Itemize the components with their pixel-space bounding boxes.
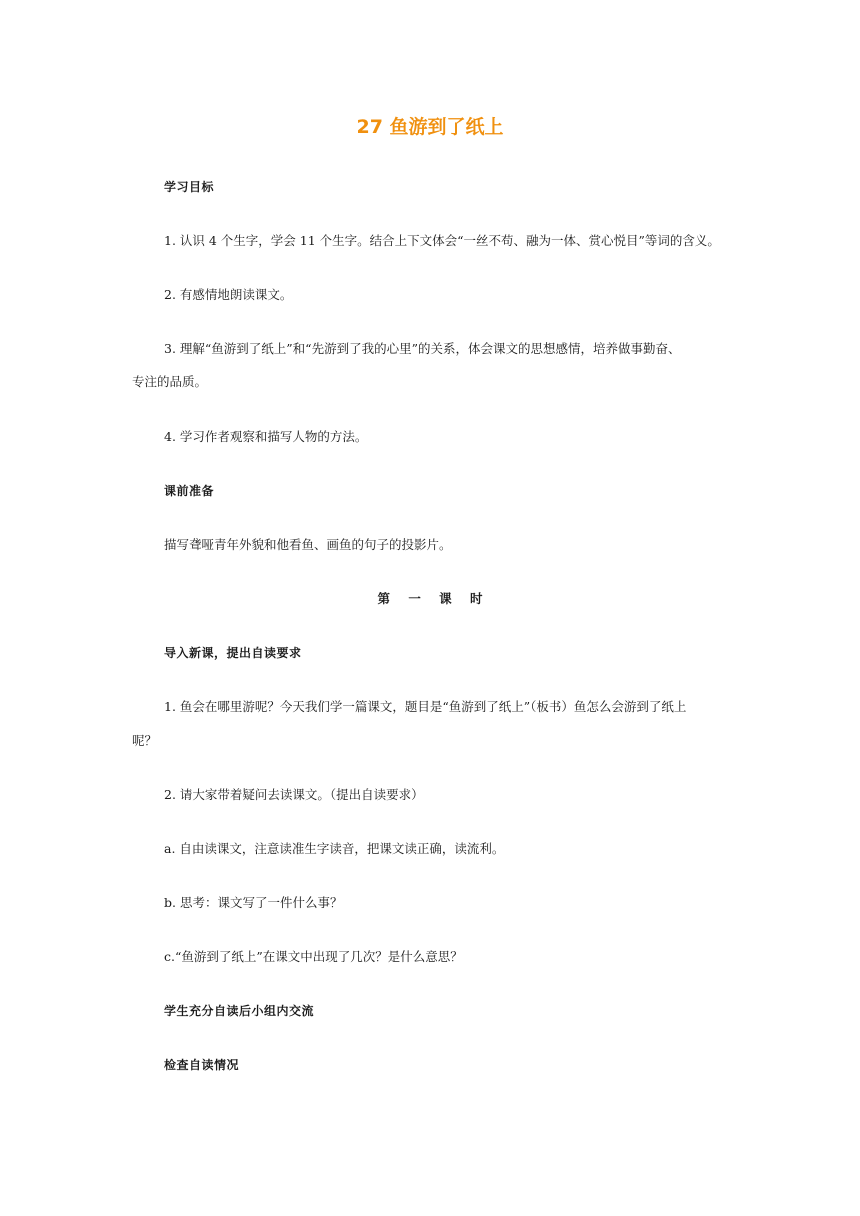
intro-item-1-line-1: 1. 鱼会在哪里游呢？今天我们学一篇课文，题目是“鱼游到了纸上”（板书）鱼怎么会游到了纸上 (164, 699, 687, 714)
intro-item-1-line-2: 呢？ (132, 733, 158, 748)
section-heading-group: 学生充分自读后小组内交流 (164, 1004, 315, 1018)
goal-item-3-line-1: 3. 理解“鱼游到了纸上”和“先游到了我的心里”的关系，体会课文的思想感情，培养做事勤奋、 (164, 341, 681, 356)
section-heading-goals: 学习目标 (164, 180, 215, 194)
page-title: 27 鱼游到了纸上 (356, 116, 504, 138)
reading-item-c: c.“鱼游到了纸上”在课文中出现了几次？是什么意思？ (164, 949, 463, 964)
goal-item-2: 2. 有感情地朗读课文。 (164, 287, 293, 302)
section-heading-prep: 课前准备 (164, 484, 215, 498)
intro-item-2: 2. 请大家带着疑问去读课文。（提出自读要求） (164, 787, 424, 802)
section-heading-check: 检查自读情况 (164, 1058, 240, 1072)
goal-item-3-line-2: 专注的品质。 (132, 374, 208, 389)
goal-item-4: 4. 学习作者观察和描写人物的方法。 (164, 429, 368, 444)
prep-text: 描写聋哑青年外貌和他看鱼、画鱼的句子的投影片。 (164, 537, 452, 552)
reading-item-a: a. 自由读课文，注意读准生字读音，把课文读正确，读流利。 (164, 841, 505, 856)
goal-item-1: 1. 认识 4 个生字，学会 11 个生字。结合上下文体会“一丝不苟、融为一体、赏心悦目”等词的含义。 (164, 233, 720, 248)
reading-item-b: b. 思考：课文写了一件什么事？ (164, 895, 343, 910)
section-heading-intro: 导入新课，提出自读要求 (164, 646, 302, 660)
lesson-heading: 第 一 课 时 (377, 591, 483, 606)
